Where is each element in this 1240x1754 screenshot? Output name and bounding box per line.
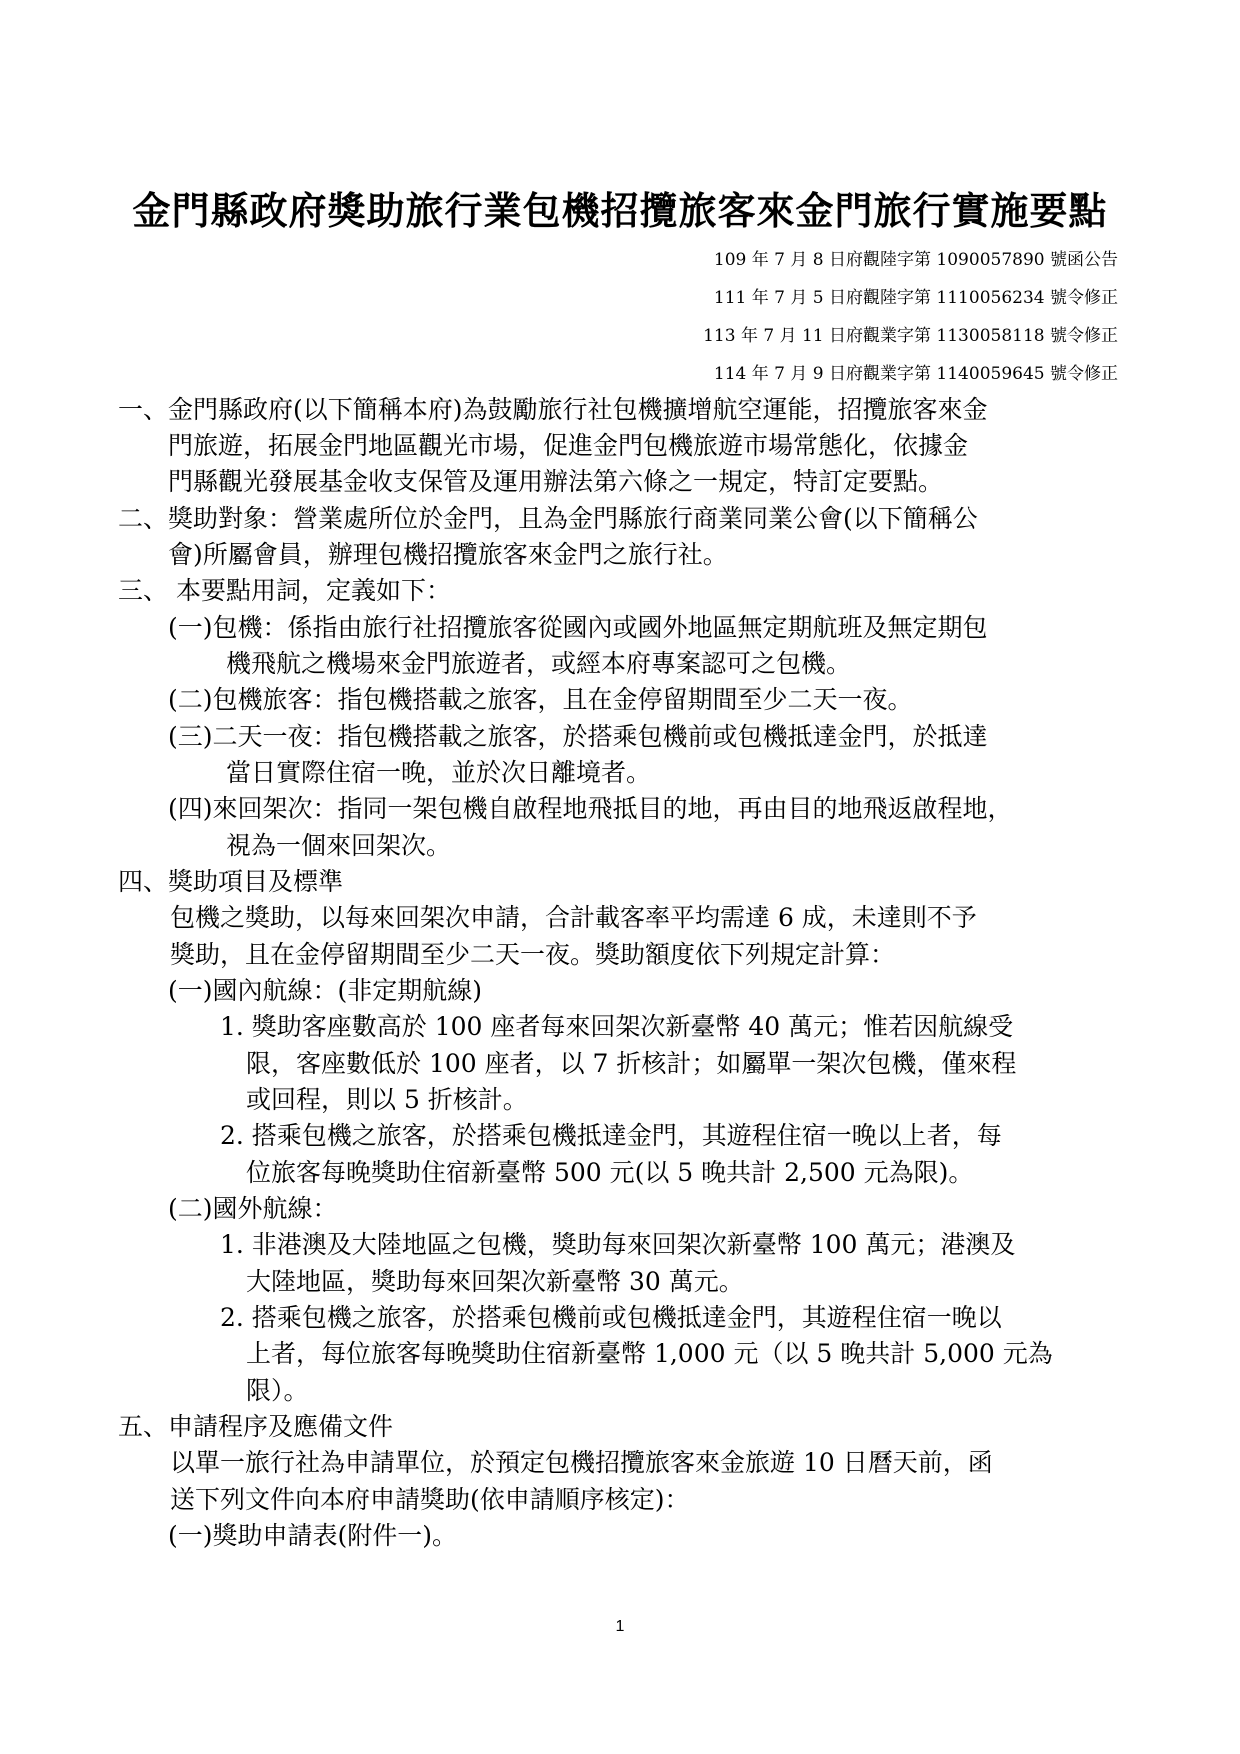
definition-item: (二)包機旅客：指包機搭載之旅客，且在金停留期間至少二天一夜。 [168,685,913,714]
history-note: 111 年 7 月 5 日府觀陸字第 1110056234 號令修正 [713,288,1118,308]
document-title: 金門縣政府獎助旅行業包機招攬旅客來金門旅行實施要點 [132,189,1108,233]
definition-item: (三)二天一夜：指包機搭載之旅客，於搭乘包機前或包機抵達金門，於抵達 [168,722,988,751]
definition-item: (四)來回架次：指同一架包機自啟程地飛抵目的地，再由目的地飛返啟程地， [168,794,1013,823]
section-4-text: 包機之獎助，以每來回架次申請，合計載客率平均需達 6 成，未達則不予 [170,903,977,932]
list-item: 或回程，則以 5 折核計。 [246,1085,528,1114]
history-note: 114 年 7 月 9 日府觀業字第 1140059645 號令修正 [713,364,1118,384]
subsection-heading: (二)國外航線： [168,1194,338,1223]
section-4-text: 獎助，且在金停留期間至少二天一夜。獎助額度依下列規定計算： [170,940,896,969]
list-item: 限）。 [246,1376,309,1405]
section-2-text: 會)所屬會員，辦理包機招攬旅客來金門之旅行社。 [168,540,728,569]
section-2-heading: 二、獎助對象：營業處所位於金門，且為金門縣旅行商業同業公會(以下簡稱公 [118,504,978,533]
section-4-heading: 四、獎助項目及標準 [118,867,344,896]
section-5-text: 送下列文件向本府申請獎助(依申請順序核定)： [170,1485,690,1514]
definition-item: 機飛航之機場來金門旅遊者，或經本府專案認可之包機。 [226,649,852,678]
section-1-heading: 一、金門縣政府(以下簡稱本府)為鼓勵旅行社包機擴增航空運能，招攬旅客來金 [118,395,988,424]
list-item: 2. 搭乘包機之旅客，於搭乘包機前或包機抵達金門，其遊程住宿一晚以 [220,1303,1002,1332]
history-note: 113 年 7 月 11 日府觀業字第 1130058118 號令修正 [703,326,1118,346]
list-item: 位旅客每晚獎助住宿新臺幣 500 元(以 5 晚共計 2,500 元為限)。 [246,1158,974,1187]
list-item: 限，客座數低於 100 座者，以 7 折核計；如屬單一架次包機，僅來程 [246,1049,1017,1078]
section-5-text: 以單一旅行社為申請單位，於預定包機招攬旅客來金旅遊 10 日曆天前，函 [170,1448,993,1477]
definition-item: 當日實際住宿一晚，並於次日離境者。 [226,758,652,787]
list-item: (一)獎助申請表(附件一)。 [168,1521,458,1550]
page-number: 1 [615,1618,625,1635]
list-item: 大陸地區，獎助每來回架次新臺幣 30 萬元。 [246,1267,744,1296]
section-3-heading: 三、 本要點用詞，定義如下： [118,576,451,605]
list-item: 上者，每位旅客每晚獎助住宿新臺幣 1,000 元（以 5 晚共計 5,000 元為 [246,1339,1053,1368]
section-1-text: 門旅遊，拓展金門地區觀光市場，促進金門包機旅遊市場常態化，依據金 [168,431,969,460]
list-item: 1. 獎助客座數高於 100 座者每來回架次新臺幣 40 萬元；惟若因航線受 [220,1012,1014,1041]
definition-item: (一)包機：係指由旅行社招攬旅客從國內或國外地區無定期航班及無定期包 [168,613,988,642]
list-item: 2. 搭乘包機之旅客，於搭乘包機抵達金門，其遊程住宿一晚以上者，每 [220,1121,1002,1150]
section-1-text: 門縣觀光發展基金收支保管及運用辦法第六條之一規定，特訂定要點。 [168,467,944,496]
definition-item: 視為一個來回架次。 [226,831,452,860]
history-note: 109 年 7 月 8 日府觀陸字第 1090057890 號函公告 [713,250,1118,270]
subsection-heading: (一)國內航線：(非定期航線) [168,976,483,1005]
section-5-heading: 五、申請程序及應備文件 [118,1412,394,1441]
amendment-history [703,248,1118,400]
list-item: 1. 非港澳及大陸地區之包機，獎助每來回架次新臺幣 100 萬元；港澳及 [220,1230,1016,1259]
